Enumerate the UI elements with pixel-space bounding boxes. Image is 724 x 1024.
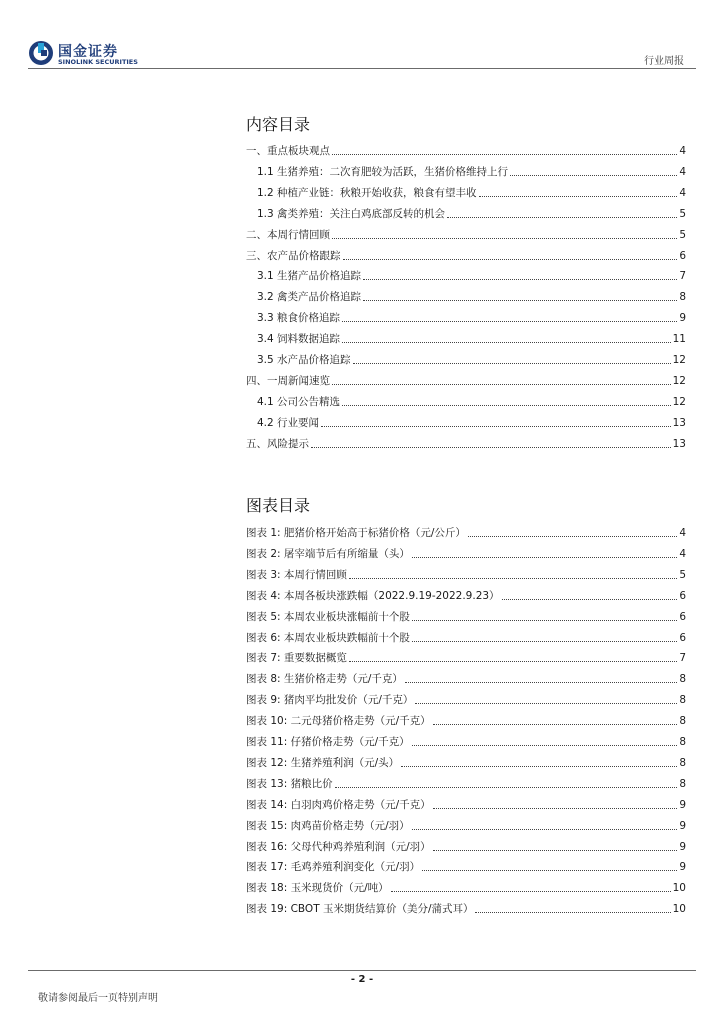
entry-page-number: 9 [679,819,686,832]
dot-leader [349,577,677,579]
dot-leader [332,153,677,155]
entry-page-number: 13 [672,416,686,429]
entry-page-number: 13 [672,437,686,450]
entry-title: 1.3 禽类养殖：关注白鸡底部反转的机会 [257,207,446,220]
contents-title: 内容目录 [246,115,311,134]
dot-leader [447,216,677,218]
dot-leader [433,807,678,809]
figure-entry[interactable] [246,815,686,833]
dot-leader [412,556,677,558]
entry-title: 五、风险提示 [246,437,309,450]
entry-page-number: 8 [679,673,686,686]
report-type: 行业周报 [644,56,684,67]
entry-title: 图表 9: 猪肉平均批发价（元/千克） [246,694,414,707]
toc-entry[interactable] [246,370,686,388]
disclaimer: 敬请参阅最后一页特别声明 [38,993,158,1004]
page-number: - 2 - [350,974,374,985]
entry-title: 图表 10: 二元母猪价格走势（元/千克） [246,715,431,728]
toc-entry[interactable] [246,140,686,158]
entry-title: 图表 1: 肥猪价格开始高于标猪价格（元/公斤） [246,527,466,539]
entry-title: 图表 5: 本周农业板块涨幅前十个股 [246,610,410,623]
dot-leader [405,681,677,683]
figure-entry[interactable] [246,627,686,645]
dot-leader [412,828,678,830]
entry-title: 图表 14: 白羽肉鸡价格走势（元/千克） [246,798,431,811]
dot-leader [335,786,678,788]
entry-page-number: 12 [672,395,686,408]
dot-leader [332,383,671,385]
entry-title: 1.1 生猪养殖：二次育肥较为活跃，生猪价格维持上行 [257,165,509,178]
entry-page-number: 6 [679,610,686,623]
figure-entry[interactable] [246,522,686,540]
page-header [0,0,724,70]
entry-page-number: 7 [679,652,686,665]
toc-entry[interactable] [246,161,686,179]
dot-leader [415,702,677,704]
toc-entry[interactable] [246,433,686,451]
entry-page-number: 6 [679,249,686,262]
figure-entry[interactable] [246,668,686,686]
logo-english-name: SINOLINK SECURITIES [58,58,138,66]
entry-page-number: 12 [672,354,686,366]
toc-entry[interactable] [246,182,686,200]
figure-entry[interactable] [246,773,686,791]
entry-page-number: 9 [679,312,686,325]
figure-entry[interactable] [246,877,686,895]
entry-title: 图表 16: 父母代种鸡养殖利润（元/羽） [246,840,431,853]
toc-entry[interactable] [246,203,686,221]
entry-page-number: 9 [679,798,686,811]
toc-entry[interactable] [246,286,686,304]
figure-entry[interactable] [246,710,686,728]
dot-leader [479,195,678,197]
figure-entry[interactable] [246,856,686,874]
dot-leader [342,404,671,406]
entry-page-number: 4 [679,547,686,560]
dot-leader [353,362,671,364]
logo-chinese-name: 国金证券 [58,44,118,60]
dot-leader [412,619,677,621]
entry-page-number: 7 [679,270,686,283]
entry-title: 4.2 行业要闻 [257,416,320,429]
entry-page-number: 4 [679,527,686,539]
entry-title: 图表 7: 重要数据概览 [246,652,347,665]
entry-page-number: 11 [672,333,686,346]
toc-entry[interactable] [246,349,686,367]
dot-leader [468,535,677,537]
figure-entry[interactable] [246,564,686,582]
figure-entry[interactable] [246,543,686,561]
entry-page-number: 4 [679,145,686,157]
dot-leader [433,849,678,851]
dot-leader [349,660,677,662]
toc-entry[interactable] [246,245,686,263]
entry-page-number: 9 [679,861,686,874]
entry-title: 图表 4: 本周各板块涨跌幅（2022.9.19-2022.9.23） [246,589,500,602]
entry-page-number: 5 [679,228,686,241]
entry-page-number: 5 [679,207,686,220]
entry-title: 3.1 生猪产品价格追踪 [257,270,362,283]
entry-title: 一、重点板块观点 [246,145,330,157]
dot-leader [342,341,671,343]
dot-leader [412,640,677,642]
entry-page-number: 6 [679,589,686,602]
figure-entry[interactable] [246,836,686,854]
entry-title: 图表 2: 屠宰端节后有所缩量（头） [246,547,410,560]
entry-page-number: 8 [679,736,686,748]
toc-entry[interactable] [246,391,686,409]
entry-page-number: 4 [679,165,686,178]
entry-title: 图表 11: 仔猪价格走势（元/千克） [246,736,410,748]
entry-title: 图表 6: 本周农业板块跌幅前十个股 [246,631,410,644]
entry-title: 三、农产品价格跟踪 [246,249,341,262]
entry-title: 1.2 种植产业链：秋粮开始收获，粮食有望丰收 [257,186,477,199]
figure-entry[interactable] [246,647,686,665]
dot-leader [363,299,677,301]
dot-leader [510,174,677,176]
entry-page-number: 10 [672,903,686,916]
figure-entry[interactable] [246,752,686,770]
entry-title: 图表 8: 生猪价格走势（元/千克） [246,673,403,686]
dot-leader [401,765,677,767]
entry-title: 图表 13: 猪粮比价 [246,777,333,790]
entry-page-number: 8 [679,291,686,304]
dot-leader [422,869,677,871]
dot-leader [502,598,678,600]
sinolink-logo-icon [28,40,54,66]
entry-page-number: 10 [672,882,686,895]
dot-leader [332,237,677,239]
entry-title: 图表 18: 玉米现货价（元/吨） [246,882,389,895]
dot-leader [321,425,671,427]
entry-page-number: 8 [679,777,686,790]
toc-entry[interactable] [246,328,686,346]
toc-entry[interactable] [246,412,686,430]
entry-title: 图表 19: CBOT 玉米期货结算价（美分/蒲式耳） [246,903,474,916]
entry-page-number: 6 [679,631,686,644]
entry-title: 二、本周行情回顾 [246,228,330,241]
dot-leader [391,890,671,892]
dot-leader [433,723,678,725]
entry-title: 3.4 饲料数据追踪 [257,333,341,346]
dot-leader [311,446,671,448]
figures-title: 图表目录 [246,496,311,515]
entry-title: 3.5 水产品价格追踪 [257,354,351,366]
toc-entry[interactable] [246,265,686,283]
entry-title: 3.3 粮食价格追踪 [257,312,341,325]
sinolink-logo [28,40,138,68]
dot-leader [412,744,678,746]
figure-entry[interactable] [246,794,686,812]
header-divider [28,68,696,69]
toc-entry[interactable] [246,307,686,325]
entry-page-number: 8 [679,694,686,707]
entry-title: 图表 17: 毛鸡养殖利润变化（元/羽） [246,861,421,874]
entry-page-number: 5 [679,568,686,581]
entry-title: 图表 15: 肉鸡苗价格走势（元/羽） [246,819,410,832]
dot-leader [343,258,678,260]
figure-entry[interactable] [246,898,686,916]
entry-title: 3.2 禽类产品价格追踪 [257,291,362,304]
entry-page-number: 12 [672,374,686,387]
dot-leader [363,278,677,280]
entry-title: 图表 3: 本周行情回顾 [246,568,347,581]
dot-leader [342,320,677,322]
toc-entry[interactable] [246,224,686,242]
figure-entry[interactable] [246,689,686,707]
entry-page-number: 8 [679,715,686,728]
entry-title: 四、一周新闻速览 [246,374,330,387]
dot-leader [475,911,670,913]
figure-entry[interactable] [246,585,686,603]
entry-page-number: 4 [679,186,686,199]
footer-divider [28,970,696,971]
entry-title: 图表 12: 生猪养殖利润（元/头） [246,756,400,769]
entry-page-number: 8 [679,756,686,769]
figure-entry[interactable] [246,606,686,624]
entry-title: 4.1 公司公告精选 [257,395,341,408]
figure-entry[interactable] [246,731,686,749]
entry-page-number: 9 [679,840,686,853]
